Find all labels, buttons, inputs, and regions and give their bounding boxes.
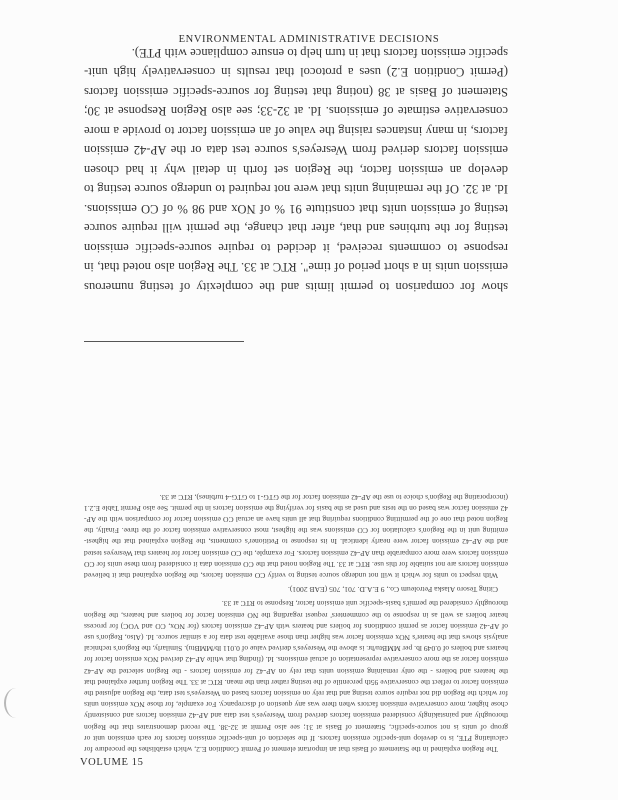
footnote-divider <box>84 341 244 342</box>
scan-artifact <box>4 688 28 718</box>
volume-footer: VOLUME 15 <box>80 757 144 768</box>
footnote: The Region explained in the Statement of Basis that an important element of Permit Condition E.2, which establishes the procedure for calculating PTE, is to develop unit-specific emission factors. If the selection of unit-specific emission factors for each emission unit or group of units is not source-specific, Statement of Basis at 31; see also Permit at 32-38. The record demonstrates that the Region thoroughly and painstakingly considered emission factors derived from Wesreyes's test data and AP-42 emission factors and consistently chose higher, more conservative emission factors when there was any question of discrepancy. For example, for those NOx emission units for which the Region did not require source testing and that rely on emission factors based on Wesreyes's test data, the Region adjusted the emission factor to reflect the conservative 95th percentile of the testing rather than the mean. RTC at 33. The Region further explained that the heaters and boilers - the only remaining emission units that rely on AP-42 for emission factors - the Region selected the AP-42 emission factor as the more conservative representation of actual emissions. Id. (finding that while AP-42 derived NOx emission factor for heaters and boilers of 0.049 lb. per MMBtu/hr. is above the Wesreyes's derived value of 0.011 lb/MMBtu). Similarly, the Region's technical analysis shows that the heater's NOx emission factor was higher than those available test data for a similar source. Id. (Also, Region's use of AP-42 emission factor as permit conditions for boilers and heaters with AP-42 emission factors (for NOx, CO and VOC) for process heater boilers as well as in response to the commenters' request regarding the NO emission factor for boilers and heaters, the Region thoroughly considered the permit's basis-specific unit emission factor, Response to RTC at 33. <box>84 599 508 754</box>
running-head: ENVIRONMENTAL ADMINISTRATIVE DECISIONS <box>178 34 440 45</box>
body-paragraph: show for comparison to permit limits and the complexity of testing numerous emission units in a short period of time". RTC at 33. The Region also noted that, in response to comments received, it decided to require source-specific emission testing for the turbines and that, after that change, the permit will require source testing of emission units that constitute 91 % of NOx and 98 % of CO emissions. Id. at 32. Of the remaining units that were not required to undergo source testing to develop an emission factor, the Region set forth in detail why it had chosen emission factors derived from Wesreyes's source test data or the AP-42 emission factors, in many instances raising the value of an emission factor to provide a more conservative estimate of emissions. Id. at 32-33; see also Region Response at 30; Statement of Basis at 38 (noting that testing for source-specific emission factors (Permit Condition E.2) uses a protocol that results in conservatively high unit-specific emission factors that in turn help to ensure compliance with PTE). <box>84 46 508 294</box>
footnote: With respect to units for which it will not undergo source testing to verify CO emission factors, the Region explained that it believed emission factors are not suitable for this use. RTC at 33. The Region noted that the CO emission data it considered from these units for CO emission factors were more comparable than AP-42 emission factors. For example, the CO emission factor for heaters that Wesreyes tested and the AP-42 emission factor were nearly identical. In its response to Petitioner's comments, the Region explained that the highest-emitting unit in the Region's calculation for CO emissions was the highest, most conservative emission factor of the three. Finally, the Region noted that one of the permitting conditions requiring that all units have an actual CO emission factor for comparison with the AP-42 emission factor was based on the tests and used as the basis for verifying the emission factors in the permit. See also Permit Table E.2.1 (incorporating the Region's choice to use the AP-42 emission factor for the GTG-1 to GTG-4 turbines), RTC at 33. <box>84 492 508 580</box>
footnote: Citing Tesoro Alaska Petroleum Co., 9 E.A.D. 701, 705 (EAB 2001). <box>287 585 498 595</box>
footnotes <box>84 355 508 755</box>
